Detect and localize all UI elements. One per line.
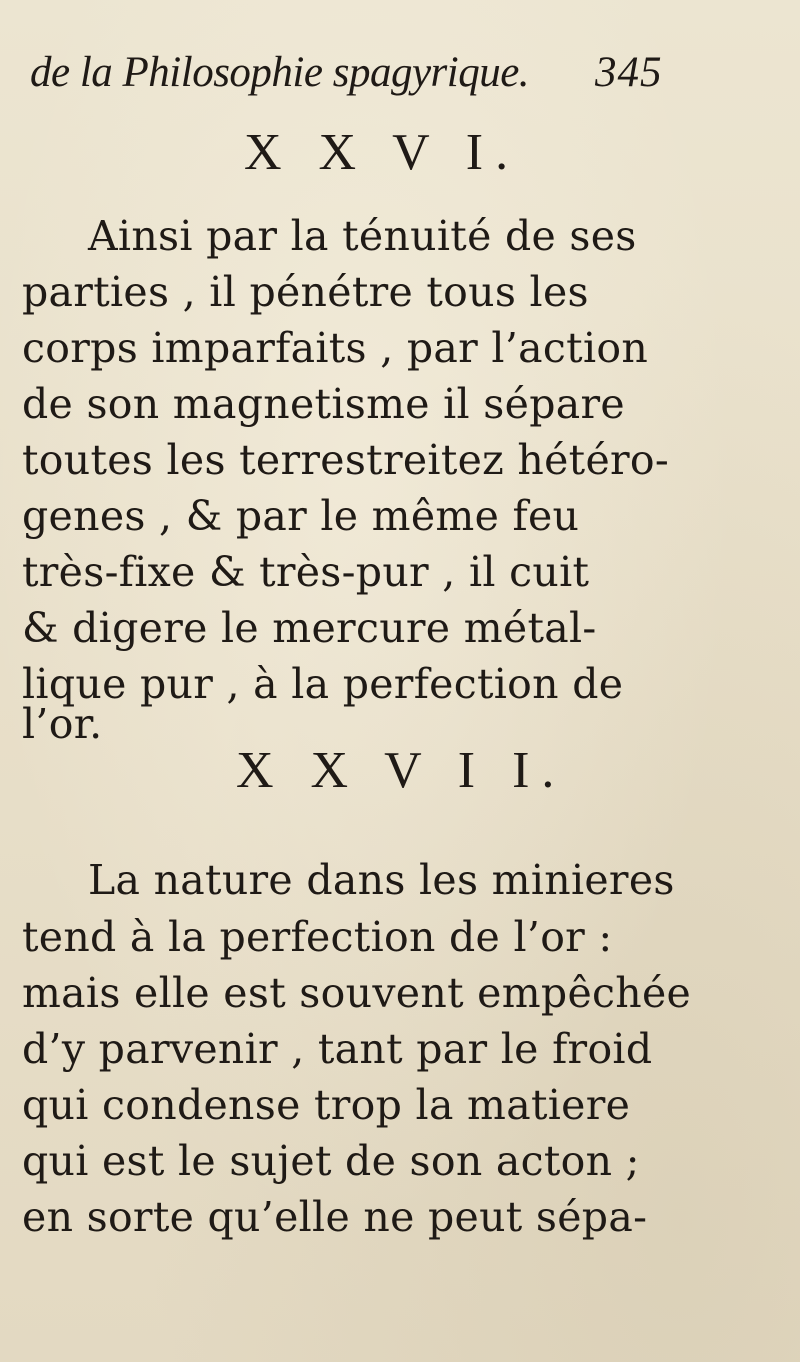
text-line: corps imparfaits , par l’action (22, 324, 649, 372)
text-line: mais elle est souvent empêchée (22, 969, 692, 1017)
text-line: d’y parvenir , tant par le froid (22, 1025, 653, 1073)
text-line: de son magnetisme il sépare (22, 380, 625, 428)
page-number: 345 (595, 49, 663, 96)
section-heading-xxvi: X X V I. (244, 124, 521, 181)
text-line: genes , & par le même feu (22, 492, 580, 540)
text-line: lique pur , à la perfection de (22, 660, 624, 708)
text-line: en sorte qu’elle ne peut sépa- (22, 1193, 648, 1241)
text-line: qui condense trop la matiere (22, 1081, 631, 1129)
text-line: l’or. (22, 700, 103, 748)
text-line: La nature dans les minieres (88, 856, 675, 904)
running-title: de la Philosophie spagyrique. (30, 49, 530, 96)
text-line: parties , il pénétre tous les (22, 268, 589, 316)
text-line: toutes les terrestreitez hétéro- (22, 436, 670, 484)
text-line: qui est le sujet de son acton ; (22, 1137, 640, 1185)
running-head (30, 48, 680, 108)
text-line: très-fixe & très-pur , il cuit (22, 548, 590, 596)
text-line: Ainsi par la ténuité de ses (88, 212, 637, 260)
section-heading-xxvii: X X V I I. (236, 742, 567, 799)
text-line: tend à la perfection de l’or : (22, 913, 613, 961)
text-line: & digere le mercure métal- (22, 604, 597, 652)
